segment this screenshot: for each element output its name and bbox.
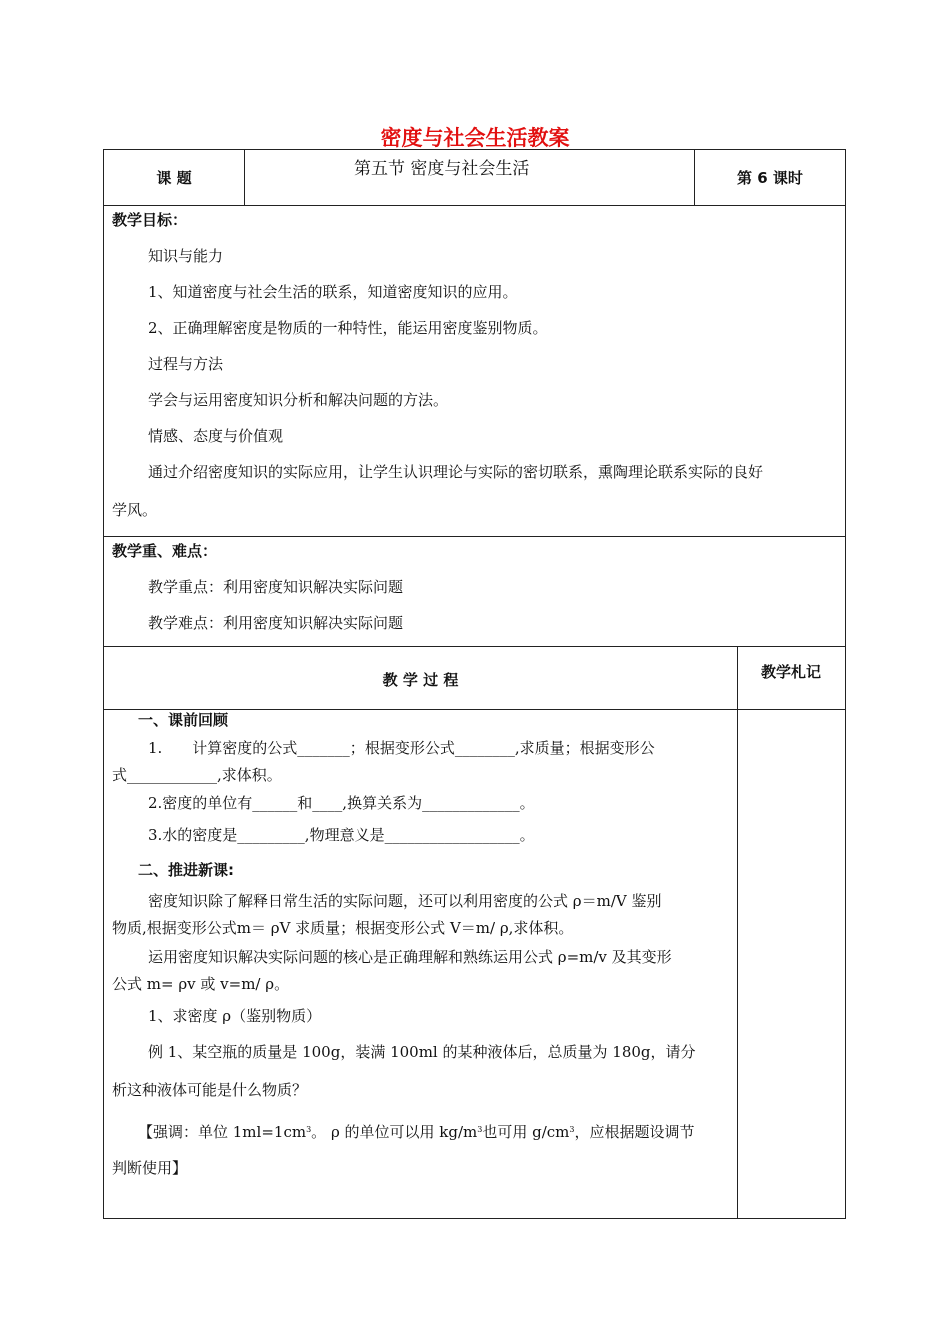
section2-title: 二、推进新课: <box>138 861 234 879</box>
key-point-line: 教学难点：利用密度知识解决实际问题 <box>148 614 404 632</box>
emphasis-text: 也可用 g/cm <box>482 1123 570 1141</box>
emphasis-text: 【强调：单位 1ml=1cm <box>138 1123 307 1141</box>
key-points-heading: 教学重、难点： <box>112 542 218 560</box>
key-point-line: 教学重点：利用密度知识解决实际问题 <box>148 578 404 596</box>
emphasis-text: 。 ρ 的单位可以用 kg/m <box>311 1123 478 1141</box>
objective-line: 知识与能力 <box>148 247 224 265</box>
lesson-title: 第五节 密度与社会生活 <box>354 159 530 179</box>
review-line: 1. 计算密度的公式_______；根据变形公式________,求质量；根据变形公 <box>148 739 655 757</box>
notes-heading: 教学札记 <box>760 663 821 681</box>
process-heading: 教 学 过 程 <box>382 671 459 689</box>
key-points-section <box>104 537 845 647</box>
new-lesson-line: 公式 m= ρv 或 v=m/ ρ。 <box>112 975 290 993</box>
emphasis-text: ，应根据题设调节 <box>574 1123 695 1141</box>
new-lesson-line: 物质,根据变形公式m＝ ρV 求质量；根据变形公式 V＝m/ ρ,求体积。 <box>112 919 574 937</box>
objective-line: 学风。 <box>112 501 158 519</box>
objective-line: 过程与方法 <box>148 355 224 373</box>
period-label: 第 6 课时 <box>737 169 803 187</box>
section1-title: 一、课前回顾 <box>138 711 229 729</box>
objectives-section <box>104 206 845 537</box>
topic-label: 课 题 <box>156 169 192 187</box>
example-line: 析这种液体可能是什么物质？ <box>112 1081 308 1099</box>
process-content <box>104 710 737 1219</box>
header-row <box>104 150 845 206</box>
new-lesson-line: 1、求密度 ρ（鉴别物质） <box>148 1007 322 1025</box>
superscript: 3 <box>306 1125 312 1134</box>
superscript: 3 <box>477 1125 483 1134</box>
emphasis-note-end: 判断使用】 <box>112 1159 188 1177</box>
objectives-heading: 教学目标： <box>112 211 188 229</box>
objective-line: 学会与运用密度知识分析和解决问题的方法。 <box>148 391 449 409</box>
superscript: 3 <box>569 1125 575 1134</box>
process-header-row <box>104 647 845 710</box>
new-lesson-line: 密度知识除了解释日常生活的实际问题，还可以利用密度的公式 ρ＝m/V 鉴别 <box>148 892 662 910</box>
review-line: 2.密度的单位有______和____,换算关系为_____________。 <box>148 794 535 812</box>
objective-line: 1、知道密度与社会生活的联系，知道密度知识的应用。 <box>148 283 518 301</box>
review-line: 3.水的密度是_________,物理意义是__________________。 <box>148 826 535 844</box>
review-line: 式____________,求体积。 <box>112 766 282 784</box>
objective-line: 通过介绍密度知识的实际应用，让学生认识理论与实际的密切联系，熏陶理论联系实际的良好 <box>148 463 764 481</box>
new-lesson-line: 运用密度知识解决实际问题的核心是正确理解和熟练运用公式 ρ=m/v 及其变形 <box>148 948 672 966</box>
emphasis-note <box>138 1120 695 1142</box>
lesson-plan-table <box>103 149 846 1219</box>
objective-line: 情感、态度与价值观 <box>148 427 284 445</box>
document-title: 密度与社会生活教案 <box>380 126 570 150</box>
example-line: 例 1、某空瓶的质量是 100g，装满 100ml 的某种液体后，总质量为 180g，请分 <box>148 1043 696 1061</box>
notes-column <box>738 710 845 1219</box>
objective-line: 2、正确理解密度是物质的一种特性，能运用密度鉴别物质。 <box>148 319 548 337</box>
